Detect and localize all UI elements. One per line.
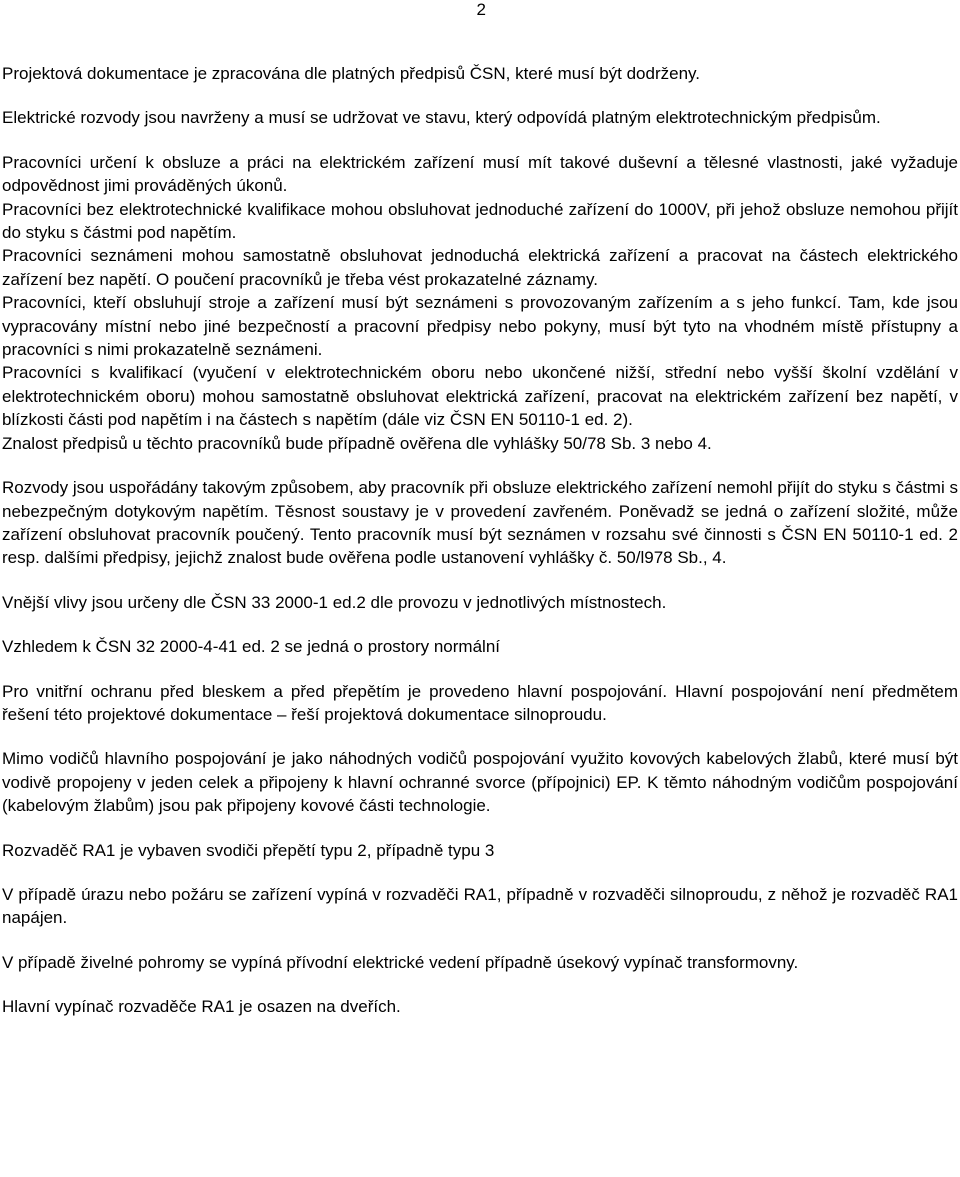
document-body: [2, 62, 958, 1019]
paragraph: Pracovníci bez elektrotechnické kvalifikace mohou obsluhovat jednoduché zařízení do 1000V, při jehož obsluze nemohou přijít do styku s částmi pod napětím.: [2, 199, 958, 243]
paragraph: Pracovníci s kvalifikací (vyučení v elektrotechnickém oboru nebo ukončené nižší, střední nebo vyšší školní vzdělání v elektrotechnickém oboru) mohou samostatně obsluhovat elektrická zařízení, pracovat na elektrickém zařízení bez napětí, v blízkosti části pod napětím i na částech s napětím (dále viz ČSN EN 50110-1 ed. 2).: [2, 363, 958, 430]
paragraph: Pracovníci, kteří obsluhují stroje a zařízení musí být seznámeni s provozovaným zařízením a s jeho funkcí. Tam, kde jsou vypracovány místní nebo jiné bezpečností a pracovní předpisy nebo pokyny, musí být tyto na vhodném místě přístupny a pracovníci s nimi prokazatelně seznámeni.: [2, 293, 958, 360]
paragraph: Hlavní vypínač rozvaděče RA1 je osazen na dveřích.: [2, 997, 401, 1017]
paragraph: Pracovníci určení k obsluze a práci na elektrickém zařízení musí mít takové duševní a tělesné vlastnosti, jaké vyžaduje odpovědnost jimi prováděných úkonů.: [2, 152, 958, 196]
paragraph: Rozvaděč RA1 je vybaven svodiči přepětí typu 2, případně typu 3: [2, 840, 495, 860]
paragraph: Mimo vodičů hlavního pospojování je jako náhodných vodičů pospojování využito kovových kabelových žlabů, které musí být vodivě propojeny v jeden celek a připojeny k hlavní ochranné svorce (přípojnici) EP. K těmto náhodným vodičům pospojování (kabelovým žlabům) jsou pak připojeny kovové části technologie.: [2, 749, 958, 816]
paragraph: Projektová dokumentace je zpracována dle platných předpisů ČSN, které musí být dodrženy.: [2, 64, 700, 83]
paragraph: V případě živelné pohromy se vypíná přívodní elektrické vedení případně úsekový vypínač transformovny.: [2, 952, 799, 972]
paragraph: Znalost předpisů u těchto pracovníků bude případně ověřena dle vyhlášky 50/78 Sb. 3 nebo 4.: [2, 433, 712, 453]
paragraph: Pro vnitřní ochranu před bleskem a před přepětím je provedeno hlavní pospojování. Hlavní pospojování není předmětem řešení této projektové dokumentace – řeší projektová dokumentace silnoproudu.: [2, 681, 958, 724]
paragraph: Pracovníci seznámeni mohou samostatně obsluhovat jednoduchá elektrická zařízení a pracovat na částech elektrického zařízení bez napětí. O poučení pracovníků je třeba vést prokazatelné záznamy.: [2, 246, 958, 289]
paragraph: Elektrické rozvody jsou navrženy a musí se udržovat ve stavu, který odpovídá platným elektrotechnickým předpisům.: [2, 108, 881, 128]
page-number: 2: [476, 0, 486, 19]
paragraph: Vnější vlivy jsou určeny dle ČSN 33 2000-1 ed.2 dle provozu v jednotlivých místnostech.: [2, 592, 667, 612]
paragraph: V případě úrazu nebo požáru se zařízení vypíná v rozvaděči RA1, případně v rozvaděči silnoproudu, z něhož je rozvaděč RA1 napájen.: [2, 884, 958, 928]
paragraph: Rozvody jsou uspořádány takovým způsobem, aby pracovník při obsluze elektrického zařízení nemohl přijít do styku s částmi s nebezpečným dotykovým napětím. Těsnost soustavy je v provedení zavřeném. Poněvadž se jedná o zařízení složité, může zařízení obsluhovat pracovník poučený. Tento pracovník musí být seznámen v rozsahu své činnosti s ČSN EN 50110-1 ed. 2 resp. dalšími předpisy, jejichž znalost bude ověřena podle ustanovení vyhlášky č. 50/l978 Sb., 4.: [2, 478, 958, 568]
paragraph: Vzhledem k ČSN 32 2000-4-41 ed. 2 se jedná o prostory normální: [2, 637, 500, 657]
